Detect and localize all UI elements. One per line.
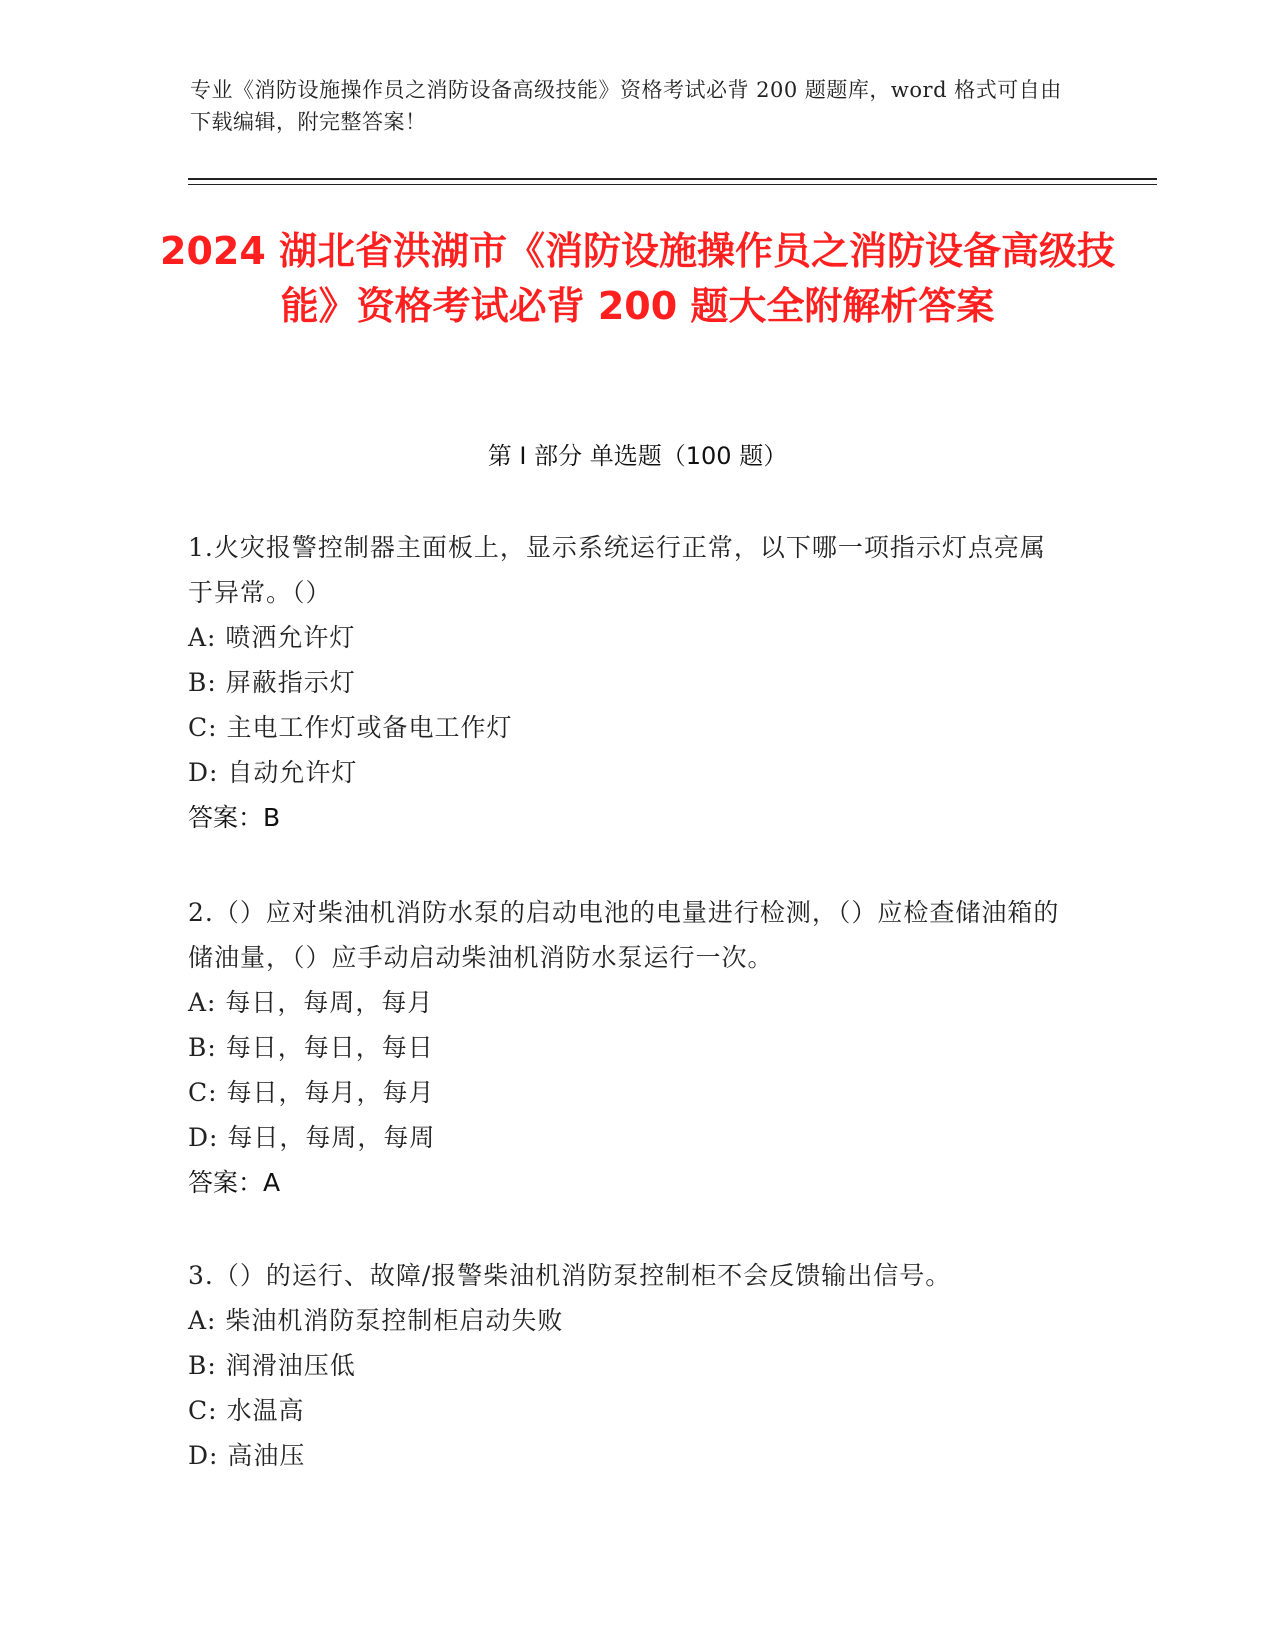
question-1	[188, 525, 1068, 840]
option-b: B: 每日，每日，每日	[188, 1033, 434, 1062]
header-divider-thick	[188, 178, 1157, 180]
option-c: C: 主电工作灯或备电工作灯	[188, 713, 513, 742]
question-3	[188, 1253, 1068, 1478]
option-c: C: 水温高	[188, 1396, 305, 1425]
option-c: C: 每日，每月，每月	[188, 1078, 435, 1107]
question-2	[188, 890, 1068, 1205]
option-a: A: 每日，每周，每月	[188, 988, 434, 1017]
header-divider-thin	[188, 184, 1157, 185]
header-note: 专业《消防设施操作员之消防设备高级技能》资格考试必背 200 题题库，word 格式可自由下载编辑，附完整答案！	[190, 78, 1062, 134]
option-d: D: 自动允许灯	[188, 758, 358, 787]
option-a: A: 柴油机消防泵控制柜启动失败	[188, 1306, 564, 1335]
section-title: 第 I 部分 单选题（100 题）	[487, 442, 788, 470]
option-b: B: 润滑油压低	[188, 1351, 356, 1380]
option-d: D: 高油压	[188, 1441, 306, 1470]
question-stem: 3.（）的运行、故障/报警柴油机消防泵控制柜不会反馈输出信号。	[188, 1261, 952, 1290]
answer: 答案：B	[188, 803, 281, 832]
question-stem: 2.（）应对柴油机消防水泵的启动电池的电量进行检测，（）应检查储油箱的储油量，（）应手动启动柴油机消防水泵运行一次。	[188, 898, 1060, 972]
document-title: 2024 湖北省洪湖市《消防设施操作员之消防设备高级技能》资格考试必背 200 题大全附解析答案	[160, 229, 1115, 328]
question-stem: 1.火灾报警控制器主面板上，显示系统运行正常，以下哪一项指示灯点亮属于异常。（）	[188, 533, 1046, 607]
option-a: A: 喷洒允许灯	[188, 623, 356, 652]
option-d: D: 每日，每周，每周	[188, 1123, 436, 1152]
answer: 答案：A	[188, 1168, 281, 1197]
option-b: B: 屏蔽指示灯	[188, 668, 356, 697]
